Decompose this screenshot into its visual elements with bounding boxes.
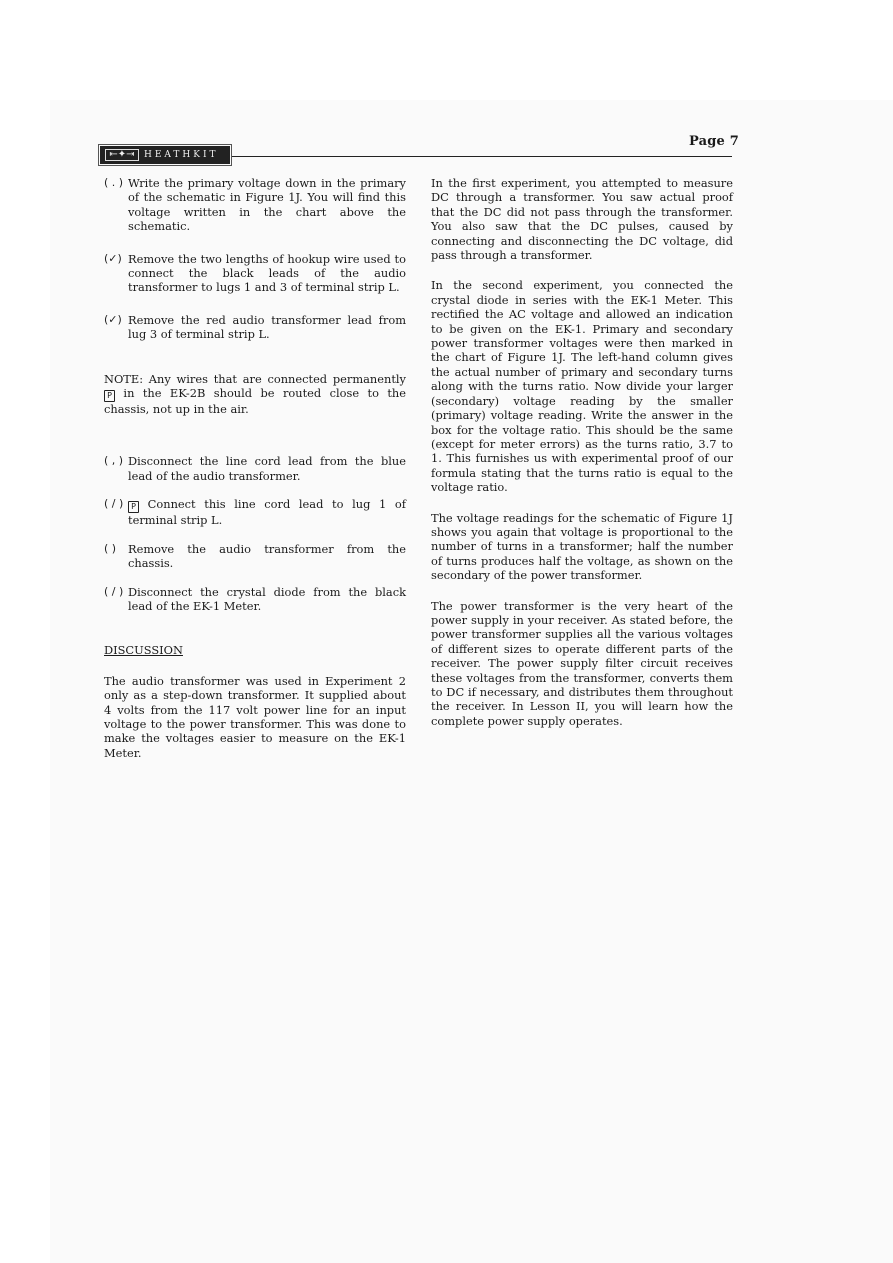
checkbox-mark[interactable]: ( ) [104,541,117,555]
step-text: Remove the red audio transformer lead from lug 3 of terminal strip L. [128,312,406,342]
paragraph-power-transformer: The power transformer is the very heart of the power supply in your receiver. As stated before, the power transformer supplies all the various voltages of different sizes to operate different parts of the receiver. The power supply filter circuit receives these voltages from the transformer, converts them to DC if necessary, and distributes them throughout the receiver. In Lesson II, you will learn how the complete power supply operates. [431,598,733,728]
logo-text: HEATHKIT [144,150,219,160]
paragraph-voltage-readings: The voltage readings for the schematic of Figure 1J shows you again that voltage is proportional to the number of turns in a transformer; half the number of turns produces half the voltage, as shown on the secondary of the power transformer. [431,510,733,583]
note-text-after: in the EK-2B should be routed close to the chassis, not up in the air. [104,386,406,417]
step-text: Disconnect the crystal diode from the black lead of the EK-1 Meter. [128,584,406,613]
checkbox-mark[interactable]: ( / ) [104,497,124,511]
permanent-wiring-icon: P [104,390,115,402]
logo-emblem-icon: ⇤✦⇥ [105,149,139,161]
discussion-heading: DISCUSSION [104,643,183,658]
step-text: Remove the two lengths of hookup wire used to connect the black leads of the audio transformer to lugs 1 and 3 of terminal strip L. [128,251,406,295]
step-text [128,497,406,527]
paragraph-first-experiment: In the first experiment, you attempted to measure DC through a transformer. You saw actual proof that the DC did not pass through the transformer. You also saw that the DC pulses, caused by connecting and disconnecting the DC voltage, did pass through a transformer. [431,176,733,263]
step-text-body: Connect this line cord lead to lug 1 of terminal strip L. [128,497,406,528]
paragraph-second-experiment: In the second experiment, you connected the crystal diode in series with the EK-1 Meter. This rectified the AC voltage and allowed an indication to be given on the EK-1. Primary and secondary power transformer voltages were then marked in the chart of Figure 1J. The left-hand column gives the actual number of primary and secondary turns along with the turns ratio. Now divide your larger (secondary) voltage reading by the smaller (primary) voltage reading. Write the answer in the box for the voltage ratio. This should be the same (except for meter errors) as the turns ratio, 3.7 to 1. This furnishes us with experimental proof of our formula stating that the turns ratio is equal to the voltage ratio. [431,278,733,495]
step-connect-line-cord [104,497,406,527]
checkbox-mark[interactable]: ( . ) [104,176,124,189]
heathkit-logo [100,146,230,164]
note-paragraph [104,372,406,417]
page-number: Page 7 [689,134,739,149]
right-column [431,176,733,744]
step-write-primary-voltage [104,176,406,234]
step-text: Disconnect the line cord lead from the blue lead of the audio transformer. [128,454,406,483]
step-text: Remove the audio transformer from the chassis. [128,541,406,571]
checkbox-mark[interactable]: ( , ) [104,454,124,468]
permanent-wiring-icon: P [128,501,139,513]
step-disconnect-crystal-diode [104,585,406,614]
checkbox-mark[interactable]: ( / ) [104,584,124,598]
step-remove-audio-transformer [104,542,406,571]
checkbox-mark[interactable]: (✓) [104,251,122,265]
checkbox-mark[interactable]: (✓) [104,312,122,326]
discussion-paragraph: The audio transformer was used in Experiment 2 only as a step-down transformer. It supplied about 4 volts from the 117 volt power line for an input voltage to the power transformer. This was done to make the voltages easier to measure on the EK-1 Meter. [104,673,406,760]
step-remove-red-lead [104,313,406,342]
step-disconnect-line-cord [104,454,406,483]
note-text-before: NOTE: Any wires that are connected permanently [104,371,406,386]
header-rule [232,156,732,157]
step-remove-hookup-wire [104,252,406,295]
step-text: Write the primary voltage down in the primary of the schematic in Figure 1J. You will find this voltage written in the chart above the schematic. [128,176,406,234]
left-column [104,176,406,774]
